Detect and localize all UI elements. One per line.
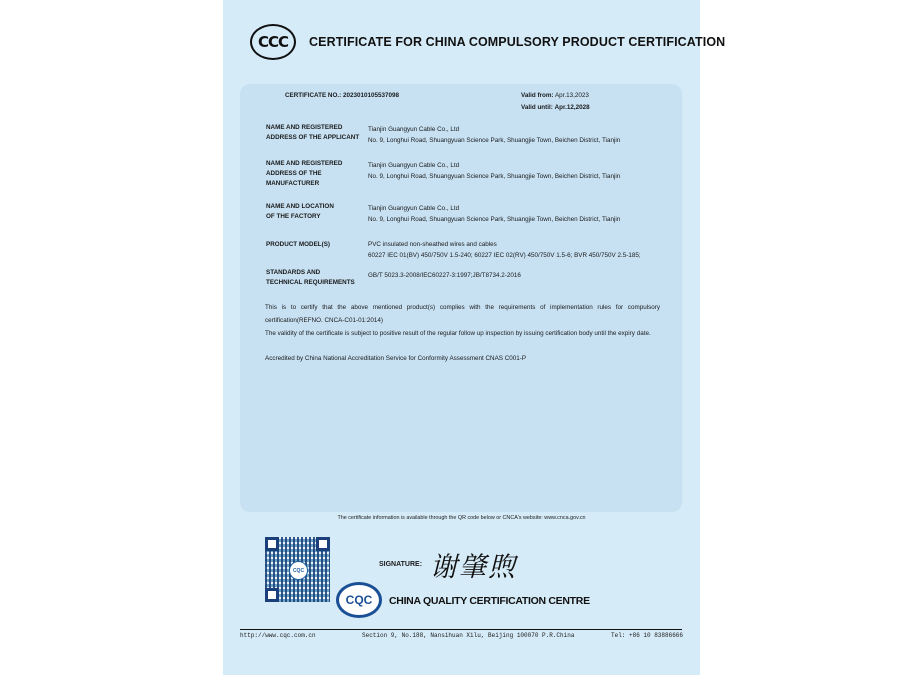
factory-address: No. 9, Longhui Road, Shuangyuan Science Park, Shuangjie Town, Beichen District, Tianjin xyxy=(368,215,621,223)
product-value xyxy=(368,240,641,261)
footer-address: Section 9, No.188, Nansihuan Xilu, Beijing 100070 P.R.China xyxy=(362,632,575,639)
applicant-address: No. 9, Longhui Road, Shuangyuan Science Park, Shuangjie Town, Beichen District, Tianjin xyxy=(368,136,621,144)
standards-value: GB/T 5023.3-2008/IEC60227-3:1997;JB/T8734.2-2016 xyxy=(368,272,521,279)
standards-label xyxy=(266,268,355,288)
qr-finder xyxy=(316,537,330,551)
valid-from-label: Valid from: xyxy=(521,92,554,99)
certificate-panel xyxy=(240,84,682,512)
valid-until-value: Apr.12,2028 xyxy=(554,104,590,111)
certificate-number-label: CERTIFICATE NO.: xyxy=(285,92,342,99)
factory-label-line: NAME AND LOCATION xyxy=(266,203,334,210)
footer-divider xyxy=(240,629,682,630)
manufacturer-label-line: ADDRESS OF THE xyxy=(266,170,322,177)
qr-finder xyxy=(265,537,279,551)
manufacturer-label-line: NAME AND REGISTERED xyxy=(266,160,343,167)
statement-accreditation: Accredited by China National Accreditation Service for Conformity Assessment CNAS C001-P xyxy=(265,355,527,362)
valid-from-value: Apr.13,2023 xyxy=(554,92,589,99)
manufacturer-address: No. 9, Longhui Road, Shuangyuan Science Park, Shuangjie Town, Beichen District, Tianjin xyxy=(368,172,621,180)
cqc-logo-text: CQC xyxy=(345,593,373,607)
manufacturer-name: Tianjin Guangyun Cable Co., Ltd xyxy=(368,162,460,169)
footer-tel: Tel: +86 10 83886666 xyxy=(611,632,684,639)
statement-validity: The validity of the certificate is subject to positive result of the regular follow up inspection by issuing certification body until the expiry date. xyxy=(265,330,651,337)
qr-note: The certificate information is available through the QR code below or CNCA's website: www.cnca.gov.cn xyxy=(337,515,586,521)
signature-label: SIGNATURE: xyxy=(379,561,423,568)
qr-finder xyxy=(265,588,279,602)
certificate-number-value: 2023010105537098 xyxy=(342,92,399,99)
statement-compliance: This is to certify that the above mentioned product(s) complies with the requirements of implementation rules for compulsory certification(REFNO. CNCA-C01-01:2014) xyxy=(265,304,660,324)
manufacturer-label-line: MANUFACTURER xyxy=(266,180,320,187)
qr-code[interactable] xyxy=(265,537,330,602)
applicant-label-line: NAME AND REGISTERED xyxy=(266,124,343,131)
standards-label-line: STANDARDS AND xyxy=(266,269,321,276)
factory-label-line: OF THE FACTORY xyxy=(266,213,321,220)
cqc-logo xyxy=(336,582,382,618)
applicant-label xyxy=(266,123,359,143)
certificate-number xyxy=(285,91,399,100)
valid-from xyxy=(521,91,589,100)
certificate-document xyxy=(223,0,726,675)
certificate-title: CERTIFICATE FOR CHINA COMPULSORY PRODUCT CERTIFICATION xyxy=(309,35,726,49)
valid-until-label: Valid until: xyxy=(521,104,553,111)
manufacturer-label xyxy=(266,159,342,189)
factory-label xyxy=(266,202,334,222)
issuer-name: CHINA QUALITY CERTIFICATION CENTRE xyxy=(389,595,590,607)
factory-name: Tianjin Guangyun Cable Co., Ltd xyxy=(368,205,460,212)
applicant-label-line: ADDRESS OF THE APPLICANT xyxy=(266,134,360,141)
manufacturer-value xyxy=(368,161,620,182)
valid-until xyxy=(521,103,590,112)
footer-website[interactable]: http://www.cqc.com.cn xyxy=(240,632,316,639)
applicant-value xyxy=(368,125,620,146)
ccc-logo-text: CCC xyxy=(257,33,289,51)
ccc-logo xyxy=(250,24,296,60)
product-line: 60227 IEC 01(BV) 450/750V 1.5-240; 60227 IEC 02(RV) 450/750V 1.5-6; BVR 450/750V 2.5-185; xyxy=(368,251,641,259)
standards-label-line: TECHNICAL REQUIREMENTS xyxy=(266,279,355,286)
signature: 谢肇煦 xyxy=(430,552,517,583)
factory-value xyxy=(368,204,620,225)
applicant-name: Tianjin Guangyun Cable Co., Ltd xyxy=(368,126,460,133)
qr-center-logo: CQC xyxy=(289,561,308,580)
product-label: PRODUCT MODEL(S) xyxy=(266,241,331,248)
product-line: PVC insulated non-sheathed wires and cables xyxy=(368,241,497,248)
